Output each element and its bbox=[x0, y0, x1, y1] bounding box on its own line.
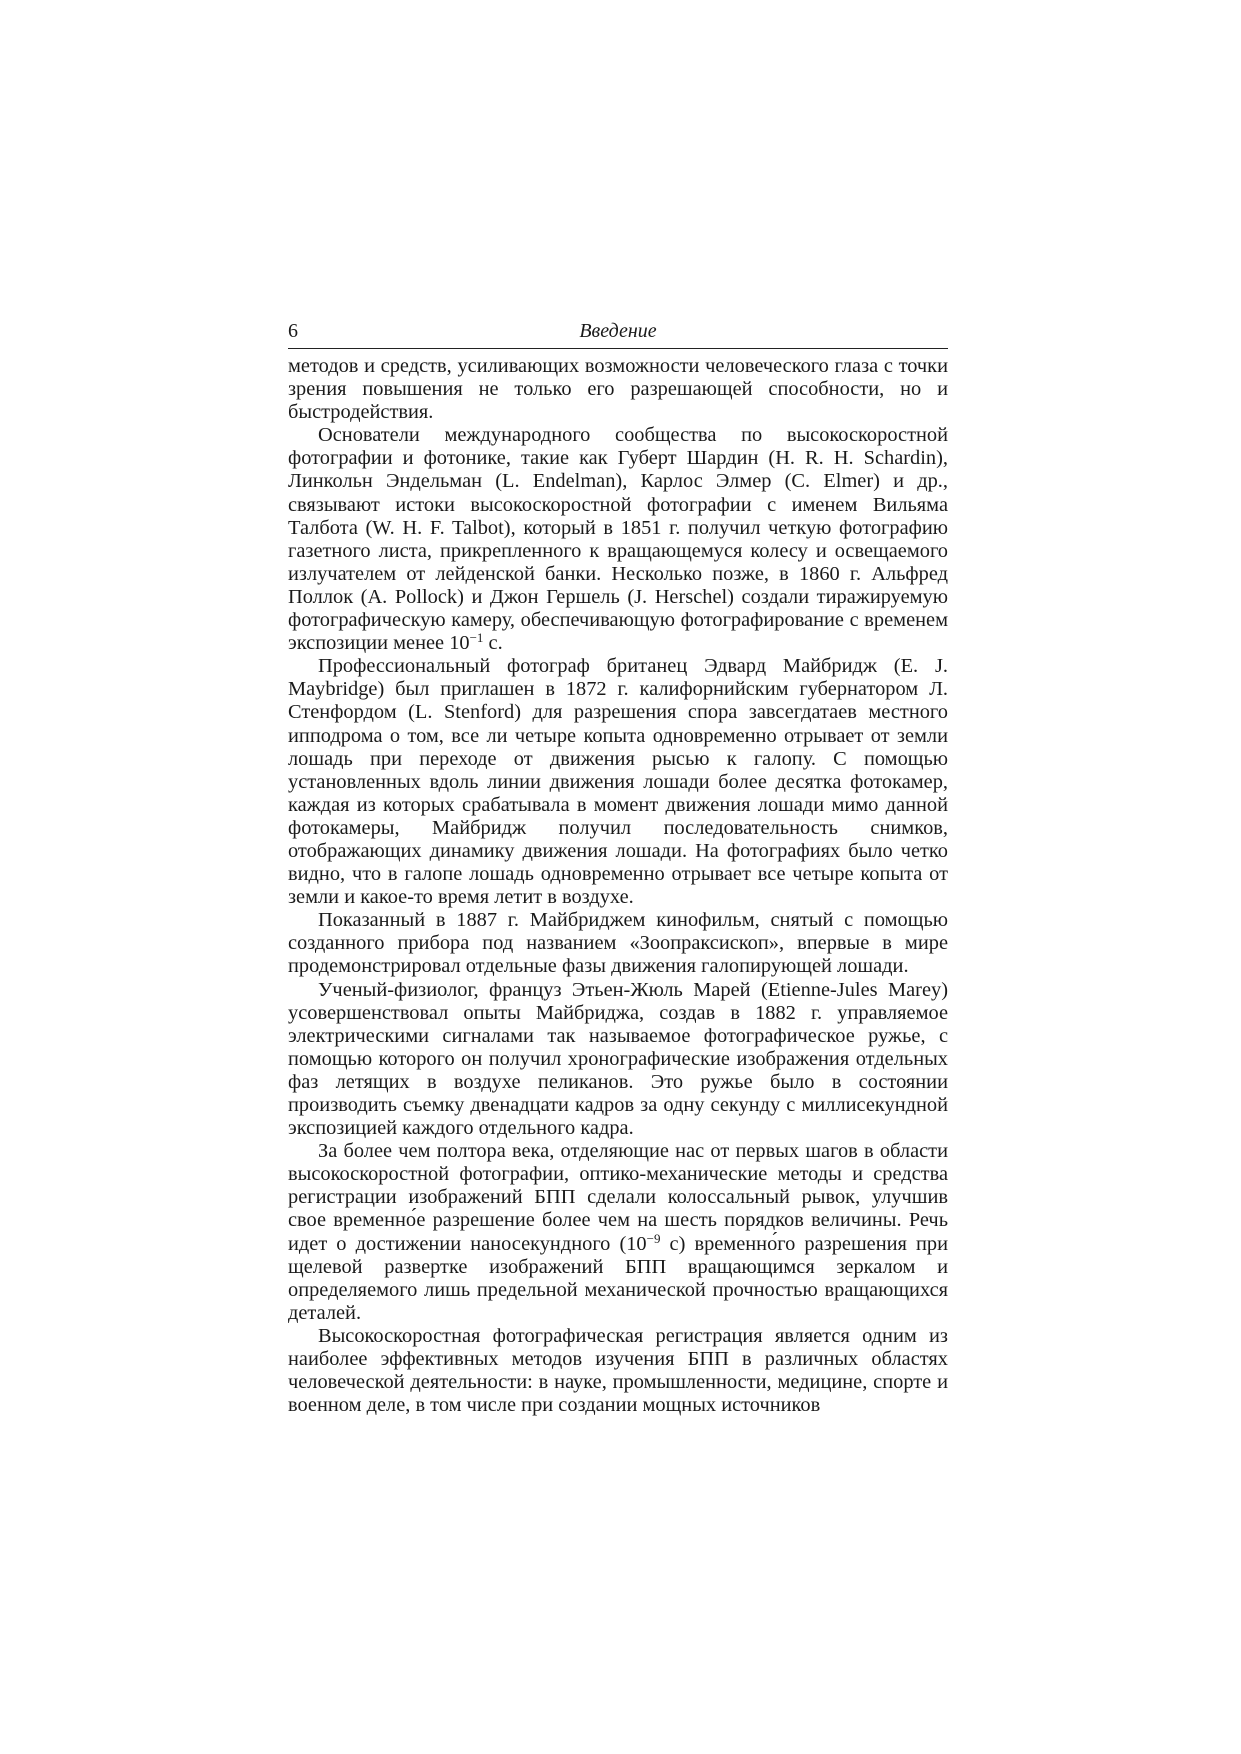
exponent-base: 10 bbox=[626, 1232, 647, 1255]
exponent: −1 bbox=[469, 630, 484, 646]
document-page bbox=[288, 318, 948, 1417]
paragraph-text: методов и средств, усиливающих возможности человеческого глаза с точки зрения повышения не только его разрешающей способности, но и быстродействия. bbox=[288, 355, 948, 424]
running-head bbox=[288, 318, 948, 349]
paragraph-text: Показанный в 1887 г. Майбриджем кинофильм, снятый с помощью созданного прибора под названием «Зоопраксископ», впервые в мире продемонстрировал отдельные фазы движения галопирующей лошади. bbox=[288, 909, 948, 978]
body-text bbox=[288, 355, 948, 1417]
paragraph-text: Высокоскоростная фотографическая регистрация является одним из наиболее эффективных методов изучения БПП в различных областях человеческой деятельности: в науке, промышленности, медицине, спорте и военном деле, в том числе при создании мощных источников bbox=[288, 1324, 948, 1417]
paragraph bbox=[288, 909, 948, 978]
paragraph bbox=[288, 1140, 948, 1325]
paragraph-text: Основатели международного сообщества по высокоскоростной фотографии и фотонике, такие как Губерт Шардин (H. R. H. Schardin), Линкольн Эндельман (L. Endelman), Карлос Элмер (C. Elmer) и др., связывают истоки высокоскоростной фотографии с именем Вильяма Талбота (W. H. F. Talbot), который в 1851 г. получил четкую фотографию газетного листа, прикрепленного к вращающемуся колесу и освещаемого излучателем от лейденской банки. Несколько позже, в 1860 г. Альфред Поллок (A. Pollock) и Джон Гершель (J. Herschel) создали тиражируемую фотографическую камеру, обеспечивающую фотографирование с временем экспозиции менее bbox=[288, 424, 948, 655]
paragraph-text: За более чем полтора века, отделяющие нас от первых шагов в области высокоскоростной фотографии, оптико-механические методы и средства регистрации изображений БПП сделали колоссальный рывок, улучшив свое временно́е разрешение более чем на шесть порядков величины. Речь идет о достижении наносекундного ( bbox=[288, 1140, 948, 1255]
page-number: 6 bbox=[288, 320, 298, 342]
paragraph-text: Профессиональный фотограф британец Эдвард Майбридж (E. J. Maybridge) был приглашен в 1872 г. калифорнийским губернатором Л. Стенфордом (L. Stenford) для разрешения спора завсегдатаев местного ипподрома о том, все ли четыре копыта одновременно отрывает от земли лошадь при переходе от движения рысью к галопу. С помощью установленных вдоль линии движения лошади более десятка фотокамер, каждая из которых срабатывала в момент движения лошади мимо данной фотокамеры, Майбридж получил последовательность снимков, отображающих динамику движения лошади. На фотографиях было четко видно, что в галопе лошадь одновременно отрывает все четыре копыта от земли и какое-то время летит в воздухе. bbox=[288, 655, 948, 909]
exponent-base: 10 bbox=[449, 632, 470, 655]
paragraph bbox=[288, 355, 948, 424]
paragraph bbox=[288, 1325, 948, 1417]
running-title: Введение bbox=[579, 320, 657, 342]
paragraph-text: Ученый-физиолог, француз Этьен-Жюль Марей (Etienne-Jules Marey) усовершенствовал опыты Майбриджа, создав в 1882 г. управляемое электрическими сигналами так называемое фотографическое ружье, с помощью которого он получил хронографические изображения отдельных фаз летящих в воздухе пеликанов. Это ружье было в состоянии производить съемку двенадцати кадров за одну секунду с миллисекундной экспозицией каждого отдельного кадра. bbox=[288, 978, 948, 1140]
paragraph bbox=[288, 979, 948, 1141]
exponent: −9 bbox=[646, 1230, 661, 1246]
paragraph bbox=[288, 655, 948, 909]
paragraph-text-tail: с) временно́го разрешения при щелевой развертке изображений БПП вращающимся зеркалом и определяемого лишь предельной механической прочностью вращающихся деталей. bbox=[288, 1232, 948, 1324]
paragraph bbox=[288, 424, 948, 655]
paragraph-text-tail: с. bbox=[483, 632, 503, 655]
